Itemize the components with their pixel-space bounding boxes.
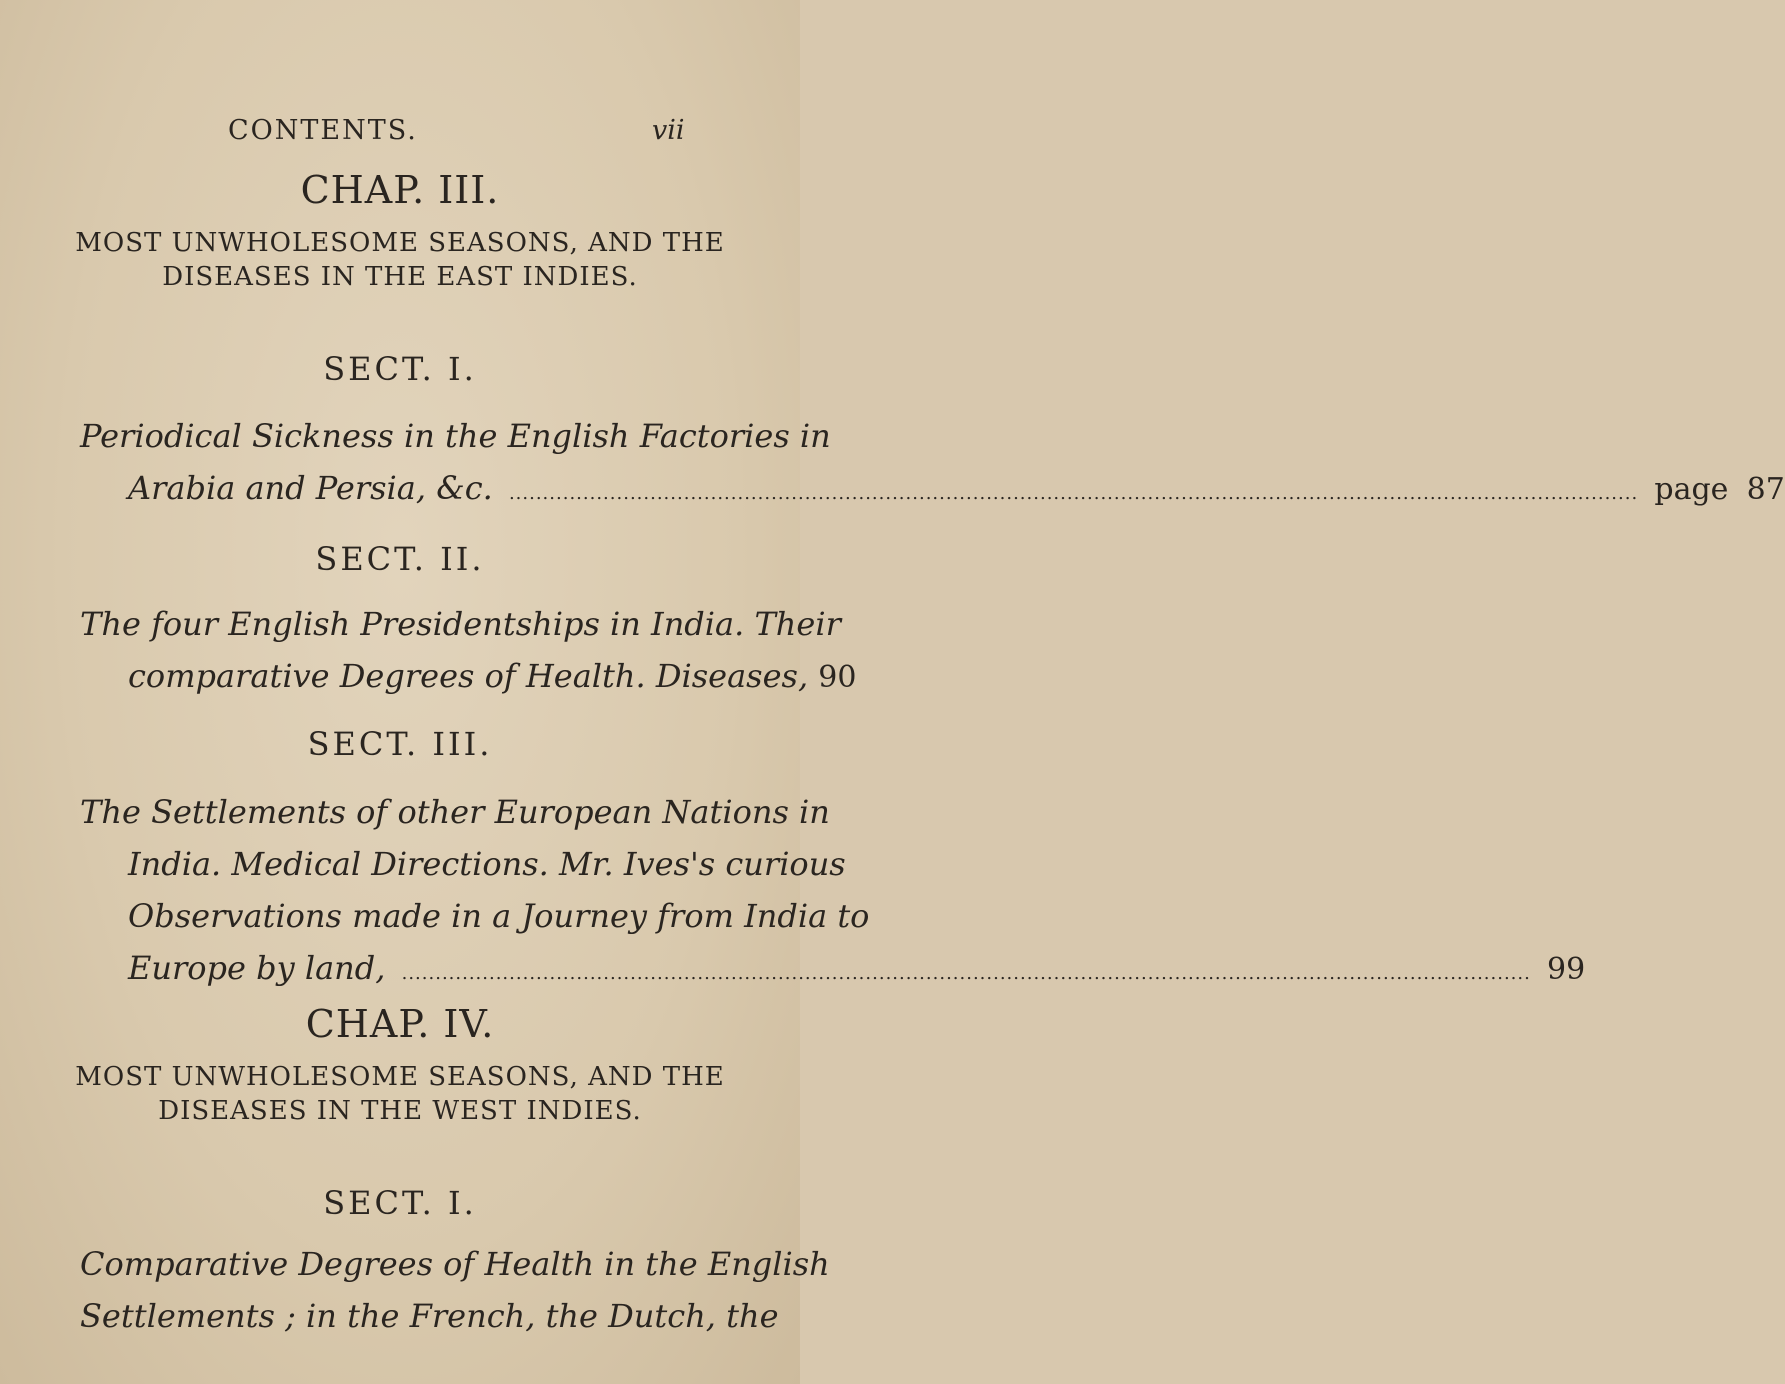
entry-text: India. Medical Directions. Mr. Ives's curious xyxy=(128,845,846,883)
entry-leader-line xyxy=(80,942,1586,1000)
page-ref: 99 xyxy=(1547,952,1586,987)
entry-text: Arabia and Persia, &c. xyxy=(128,469,493,507)
entry-text: Settlements ; in the French, the Dutch, the xyxy=(80,1297,779,1335)
toc-entry xyxy=(80,410,1785,520)
page-ref: 87 xyxy=(1746,472,1785,507)
entry-text: comparative Degrees of Health. Diseases, xyxy=(128,657,809,695)
entry-text: The four English Presidentships in India. Their xyxy=(80,605,841,643)
entry-leader-line xyxy=(80,462,1785,520)
chapter-title-line: MOST UNWHOLESOME SEASONS, AND THE xyxy=(75,228,725,258)
section-heading: SECT. III. xyxy=(307,725,493,763)
chapter-title xyxy=(0,1060,800,1128)
toc-entry xyxy=(80,1238,830,1342)
page-number: vii xyxy=(652,115,685,146)
section-heading: SECT. I. xyxy=(323,350,477,388)
running-head-title: CONTENTS. xyxy=(228,115,418,146)
chapter-heading: CHAP. IV. xyxy=(305,1002,495,1046)
toc-entry xyxy=(80,786,1586,1000)
chapter-title-line: DISEASES IN THE EAST INDIES. xyxy=(162,262,638,292)
running-head xyxy=(0,115,800,155)
entry-text: Europe by land, xyxy=(128,949,386,987)
chapter-title xyxy=(0,226,800,294)
entry-text: Comparative Degrees of Health in the English xyxy=(80,1245,830,1283)
entry-text: The Settlements of other European Nations in xyxy=(80,793,830,831)
entry-text: Observations made in a Journey from India to xyxy=(128,897,870,935)
page-ref: 90 xyxy=(818,660,857,695)
chapter-heading: CHAP. III. xyxy=(300,168,500,212)
page-label: page xyxy=(1654,472,1729,507)
section-heading: SECT. II. xyxy=(315,540,485,578)
dot-leader xyxy=(402,963,1531,984)
section-heading: SECT. I. xyxy=(323,1184,477,1222)
chapter-title-line: DISEASES IN THE WEST INDIES. xyxy=(158,1096,642,1126)
dot-leader xyxy=(509,483,1638,504)
entry-leader-line xyxy=(80,650,857,704)
toc-entry xyxy=(80,598,857,704)
entry-text: Periodical Sickness in the English Factories in xyxy=(80,417,831,455)
chapter-title-line: MOST UNWHOLESOME SEASONS, AND THE xyxy=(75,1062,725,1092)
